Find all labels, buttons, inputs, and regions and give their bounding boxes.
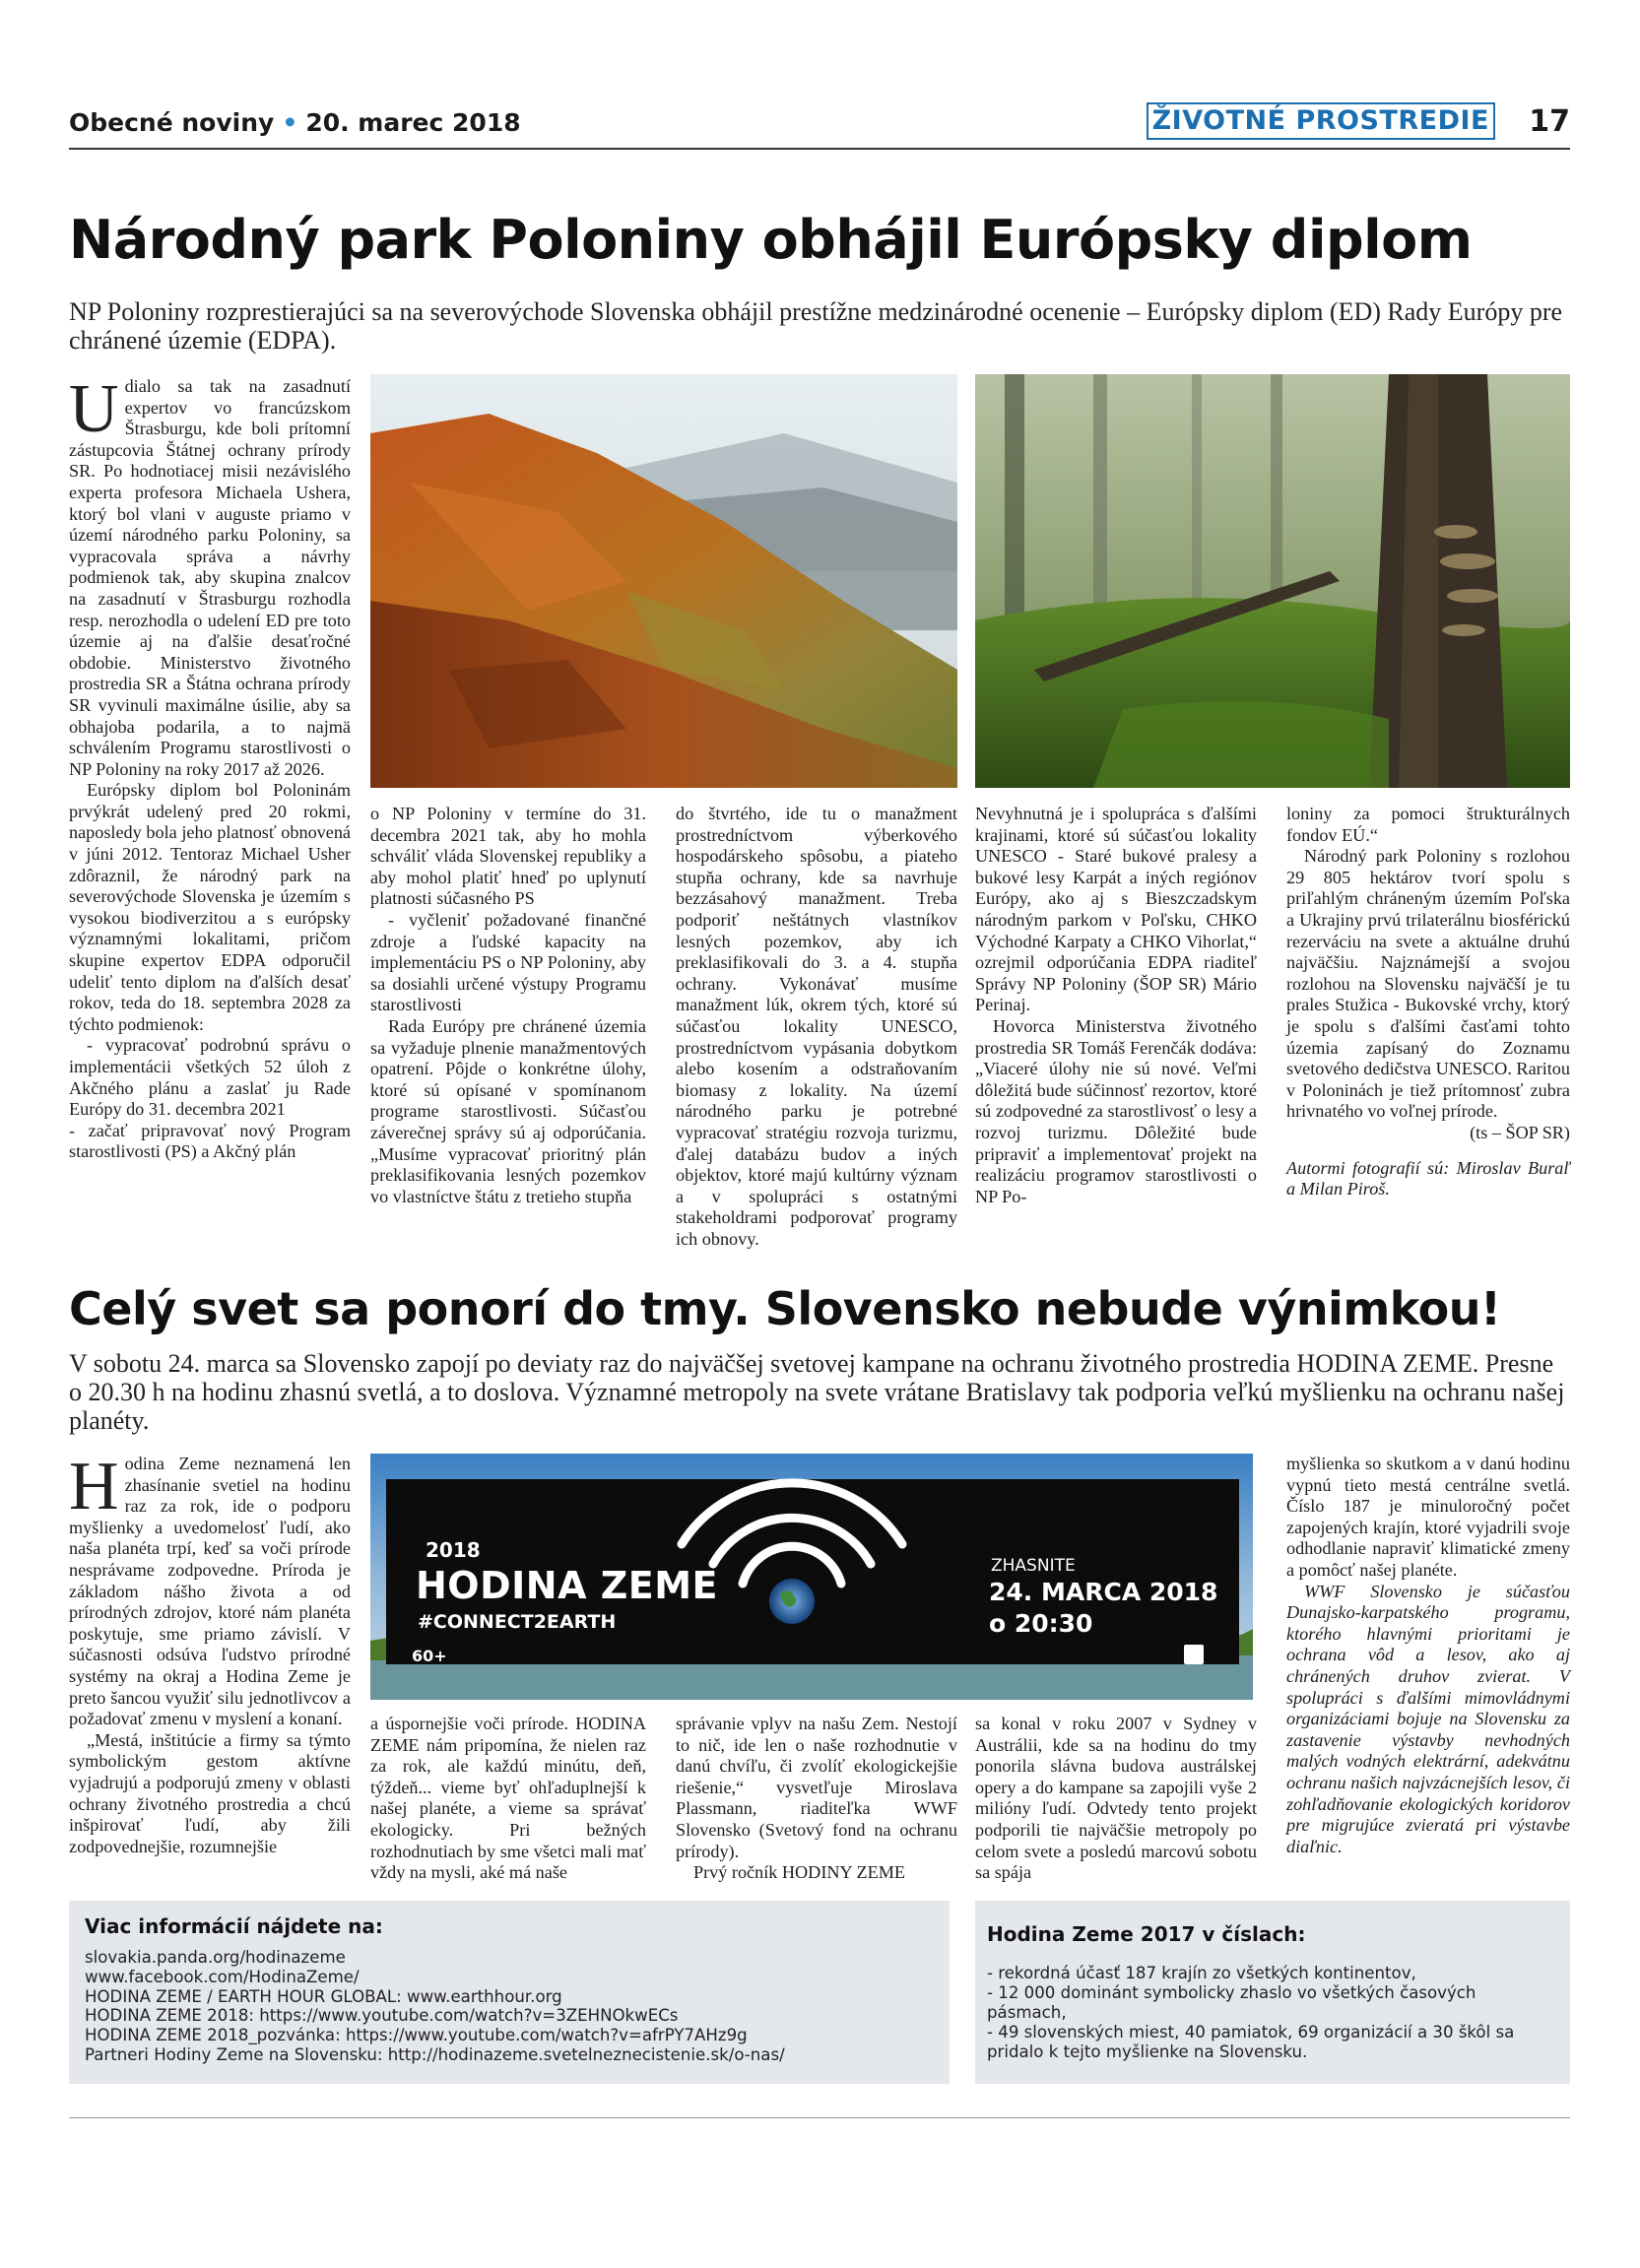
article1-column-3 <box>676 804 957 1250</box>
info-box-stats <box>975 1901 1570 2084</box>
paragraph: do štvrtého, ide tu o manažment prostredníctvom výberkového hospodárskeho spôsobu, a piateho stupňa ochrany, kde sa navrhuje bezzásahový manažment. Treba podporiť neštátnych vlastníkov lesných pozemkov, aby ich preklasifikovali do 3. a 4. stupňa ochrany. Vykonávať musíme manažment lúk, okrem tých, ktoré sú súčasťou lokality UNESCO, prostredníctvom vypásania dobytkom alebo kosením a odstraňovaním biomasy z lokality. Na území národného parku je potrebné vypracovať stratégiu rozvoja turizmu, ďalej databázu budov a iných objektov, ktoré majú kultúrny význam a v spolupráci s ostatnými stakeholdrami podporovať programy ich obnovy. <box>676 804 957 1249</box>
paragraph: dialo sa tak na zasadnutí expertov vo francúzskom Štrasburgu, kde boli prítomní zástupcovia Štátnej ochrany prírody SR. Po hodnotiacej misii nezávislého experta profesora Michaela Ushera, ktorý bol vlani v auguste priamo v území národného parku Poloniny, sa vypracovala správa a návrhy podmienok tak, aby skupina znalcov na zasadnutí v Štrasburgu rozhodla resp. nerozhodla o udelení ED pre toto územie aj na ďalšie desaťročné obdobie. Ministerstvo životného prostredia SR a Štátna ochrana prírody SR vyvinuli maximálne úsilie, aby sa obhajoba podarila, a to najmä schválením Programu starostlivosti o NP Poloniny na roky 2017 až 2026. <box>69 376 351 779</box>
paragraph: myšlienka so skutkom a v danú hodinu vypnú tieto mestá centrálne svetlá. Číslo 187 je minuloročný počet zapojených krajín, ktoré vyjadrili svoje odhodlanie napraviť klimatické zmeny a pomôcť našej planéte. <box>1286 1454 1570 1580</box>
article1-column-1 <box>69 371 351 1163</box>
info-box-title: Hodina Zeme 2017 v číslach: <box>987 1922 1306 1946</box>
paragraph: správanie vplyv na našu Zem. Nestojí to nič, ide len o naše rozhodnutie v danú chvíľu, či zvolíť ekologickejšie riešenie,“ vysvetľuje Miroslava Plassmann, riaditeľka WWF Slovensko (Svetový fond na ochranu prírody). <box>676 1714 957 1861</box>
article1-lead: NP Poloniny rozprestierajúci sa na severovýchode Slovenska obhájil prestížne medzinárodné ocenenie – Európsky diplom (ED) Rady Európy pre chránené územie (EDPA). <box>69 297 1563 355</box>
issue-date: 20. marec 2018 <box>305 108 521 137</box>
article2-column-2 <box>370 1714 646 1884</box>
photo-autumn-mountains <box>370 374 957 788</box>
wwf-panda-icon <box>1184 1645 1204 1664</box>
paragraph: „Mestá, inštitúcie a firmy sa týmto symbolickým gestom aktívne vyjadrujú a podporujú zmeny v oblasti ochrany životného prostredia a chcú inšpirovať ľudí, aby žili zodpovednejšie, rozumnejšie <box>69 1729 351 1856</box>
info-link[interactable]: Partneri Hodiny Zeme na Slovensku: http://hodinazeme.svetelneznecistenie.sk/o-nas/ <box>85 2044 785 2064</box>
publication-line <box>69 108 521 137</box>
header-rule <box>69 148 1570 150</box>
stat-line: - 12 000 dominánt symbolicky zhaslo vo všetkých časových pásmach, <box>987 1983 1476 2022</box>
paragraph: Národný park Poloniny s rozlohou 29 805 hektárov tvorí spolu s priľahlým chráneným územím Poľska a Ukrajiny prvú trilaterálnu biosférickú rezerváciu na svete a aktuálne druhú najväčšiu. Najznámejší a svojou rozlohou na Slovensku najväčší je tu prales Stužica - Bukovské vrchy, ktorý je spolu s ďalšími časťami tohto územia zapísaný do Zoznamu svetového dedičstva UNESCO. Raritou v Poloninách je tiež prítomnosť zubra hrivnatého vo voľnej prírode. <box>1286 846 1570 1122</box>
paragraph: Európsky diplom bol Poloninám prvýkrát udelený pred 20 rokmi, naposledy bola jeho platnosť obnovená v júni 2012. Tentoraz Michael Usher zdôraznil, že národný park na severovýchode Slovenska je územím s vysokou biodiverzitou a s európsky významnými lokalitami, pričom skupine expertov EDPA odporučil udeliť tento diplom na ďalších desať rokov, teda do 18. septembra 2028 za týchto podmienok: <box>69 780 351 1034</box>
dropcap: H <box>69 1449 119 1524</box>
article2-column-3 <box>676 1714 957 1884</box>
article1-headline: Národný park Poloniny obhájil Európsky diplom <box>69 209 1473 271</box>
article1-column-4 <box>975 804 1257 1207</box>
info-link[interactable]: slovakia.panda.org/hodinazeme <box>85 1948 346 1967</box>
paragraph: - vypracovať podrobnú správu o implementácii všetkých 52 úloh z Akčného plánu a zaslať ju Rade Európy do 31. decembra 2021 <box>69 1035 351 1120</box>
photo-beech-forest <box>975 374 1570 788</box>
dropcap: U <box>69 371 119 447</box>
info-box-links <box>69 1901 950 2084</box>
paragraph: odina Zeme neznamená len zhasínanie svetiel na hodinu raz za rok, ide o podporu myšlienky a uvedomelosť ľudí, ako naša planéta trpí, keď sa voči prírode nesprávame zodpovedne. Príroda je základom nášho života a od prírodných zdrojov, ktoré nám planéta poskytuje, sme priamo závislí. V súčasnosti odsúva ľudstvo prírodné systémy na okraj a Hodina Zeme je preto šancou využiť silu jednotlivcov a požadovať zmenu v myslení a konaní. <box>69 1454 351 1729</box>
paragraph: WWF Slovensko je súčasťou Dunajsko-karpatského programu, ktorého hlavnými prioritami je ochrana vôd a lesov, ako aj chránených druhov zvierat. V spolupráci s ďalšími mimovládnymi organizáciami bojuje na Slovensku za zastavenie výstavby nevhodných malých vodných elektrární, adekvátnu ochranu našich najvzácnejších lesov, či zohľadňovanie ekologických koridorov pre migrujúce zvieratá pri výstavbe diaľnic. <box>1286 1581 1570 1856</box>
paragraph: - vyčleniť požadované finančné zdroje a ľudské kapacity na implementáciu PS o NP Poloniny, aby sa dosiahli určené výstupy Programu starostlivosti <box>370 909 646 1015</box>
info-link[interactable]: www.facebook.com/HodinaZeme/ <box>85 1967 360 1986</box>
stat-line: - rekordná účasť 187 krajín zo všetkých kontinentov, <box>987 1964 1416 1982</box>
bottom-rule <box>69 2117 1570 2118</box>
separator-dot: • <box>282 108 298 137</box>
article2-headline: Celý svet sa ponorí do tmy. Slovensko nebude výnimkou! <box>69 1282 1501 1335</box>
paragraph: Nevyhnutná je i spolupráca s ďalšími krajinami, ktoré sú súčasťou lokality UNESCO - Staré bukové pralesy a bukové lesy Karpát a iných regiónov Európy, ako aj s Bieszczadskym národným parkom v Poľsku, CHKO Východné Karpaty a CHKO Vihorlat,“ ozrejmil odporúčania EDPA riaditeľ Správy NP Poloniny (ŠOP SR) Mário Perinaj. <box>975 804 1257 1015</box>
info-link[interactable]: HODINA ZEME 2018_pozvánka: https://www.youtube.com/watch?v=afrPY7AHz9g <box>85 2026 748 2045</box>
info-link[interactable]: HODINA ZEME / EARTH HOUR GLOBAL: www.earthhour.org <box>85 1986 562 2006</box>
article2-column-5 <box>1286 1454 1570 1857</box>
article2-column-1 <box>69 1449 351 1857</box>
photo-credit: Autormi fotografií sú: Miroslav Buraľ a Milan Piroš. <box>1286 1157 1570 1199</box>
section-label: ŽIVOTNÉ PROSTREDIE <box>1147 102 1495 140</box>
publication-name: Obecné noviny <box>69 108 275 137</box>
article1-column-2 <box>370 804 646 1207</box>
page-number: 17 <box>1529 104 1570 139</box>
paragraph: o NP Poloniny v termíne do 31. decembra 2021 tak, aby ho mohla schváliť vláda Slovenskej republiky a aby mohol platiť hneď po uplynutí platnosti súčasného PS <box>370 804 646 909</box>
banner-hashtag: #CONNECT2EARTH <box>418 1611 617 1633</box>
paragraph: - začať pripravovať nový Program starostlivosti (PS) a Akčný plán <box>69 1120 351 1162</box>
paragraph: sa konal v roku 2007 v Sydney v Austrálii, kde sa na hodinu do tmy ponorila slávna budova austrálskej opery a do kampane sa zapojili vyše 2 milióny ľudí. Odvtedy tento projekt podporili tie najväčšie metropoly po celom svete a posledú marcovú sobotu sa spája <box>975 1714 1257 1883</box>
info-link[interactable]: HODINA ZEME 2018: https://www.youtube.com/watch?v=3ZEHNOkwECs <box>85 2006 679 2026</box>
article2-column-4 <box>975 1714 1257 1884</box>
author-signature: (ts – ŠOP SR) <box>1470 1122 1570 1142</box>
banner-off-label: ZHASNITE <box>991 1556 1076 1576</box>
banner-year: 2018 <box>426 1538 481 1562</box>
banner-title: HODINA ZEME <box>416 1564 719 1607</box>
article2-lead: V sobotu 24. marca sa Slovensko zapojí po deviaty raz do najväčšej svetovej kampane na ochranu životného prostredia HODINA ZEME. Presne o 20.30 h na hodinu zhasnú svetlá, a to doslova. Významné metropoly na svete vrátane Bratislavy tak podporia veľkú myšlienku na ochranu našej planéty. <box>69 1349 1565 1435</box>
earth-hour-banner <box>370 1454 1253 1700</box>
paragraph: Rada Európy pre chránené územia sa vyžaduje plnenie manažmentových opatrení. Pôjde o konkrétne úlohy, ktoré sú opísané v spomínanom programe starostlivosti. Súčasťou záverečnej správy sú aj odporúčania. „Musíme vypracovať prioritný plán preklasifikovania lesných pozemkov vo vlastníctve štátu z tretieho stupňa <box>370 1015 646 1206</box>
earth-hour-logo: 60+ <box>412 1647 447 1665</box>
banner-date: 24. MARCA 2018 <box>989 1578 1218 1606</box>
paragraph: Prvý ročník HODINY ZEME <box>693 1862 906 1883</box>
article1-column-5 <box>1286 804 1570 1200</box>
info-box-title: Viac informácií nájdete na: <box>85 1914 383 1938</box>
stat-line: - 49 slovenských miest, 40 pamiatok, 69 organizácií a 30 škôl sa pridalo k tejto myšlienke na Slovensku. <box>987 2023 1515 2061</box>
paragraph: a úspornejšie voči prírode. HODINA ZEME nám pripomína, že nielen raz za rok, ale každú minútu, deň, týždeň... vieme byť ohľaduplnejší k našej planéte, a vieme sa správať ekologicky. Pri bežných rozhodnutiach by sme všetci mali mať vždy na mysli, aké má naše <box>370 1714 646 1883</box>
page-header <box>69 102 1570 148</box>
banner-time: o 20:30 <box>989 1609 1093 1638</box>
paragraph: Hovorca Ministerstva životného prostredia SR Tomáš Ferenčák dodáva: „Viaceré úlohy nie sú nové. Veľmi dôležitá bude súčinnosť rezortov, ktoré sú zodpovedné za starostlivosť o lesy a rozvoj turizmu. Dôležité bude pripraviť a implementovať projekt na realizáciu programov starostlivosti o NP Po- <box>975 1015 1257 1206</box>
paragraph: loniny za pomoci štrukturálnych fondov EÚ.“ <box>1286 804 1570 845</box>
